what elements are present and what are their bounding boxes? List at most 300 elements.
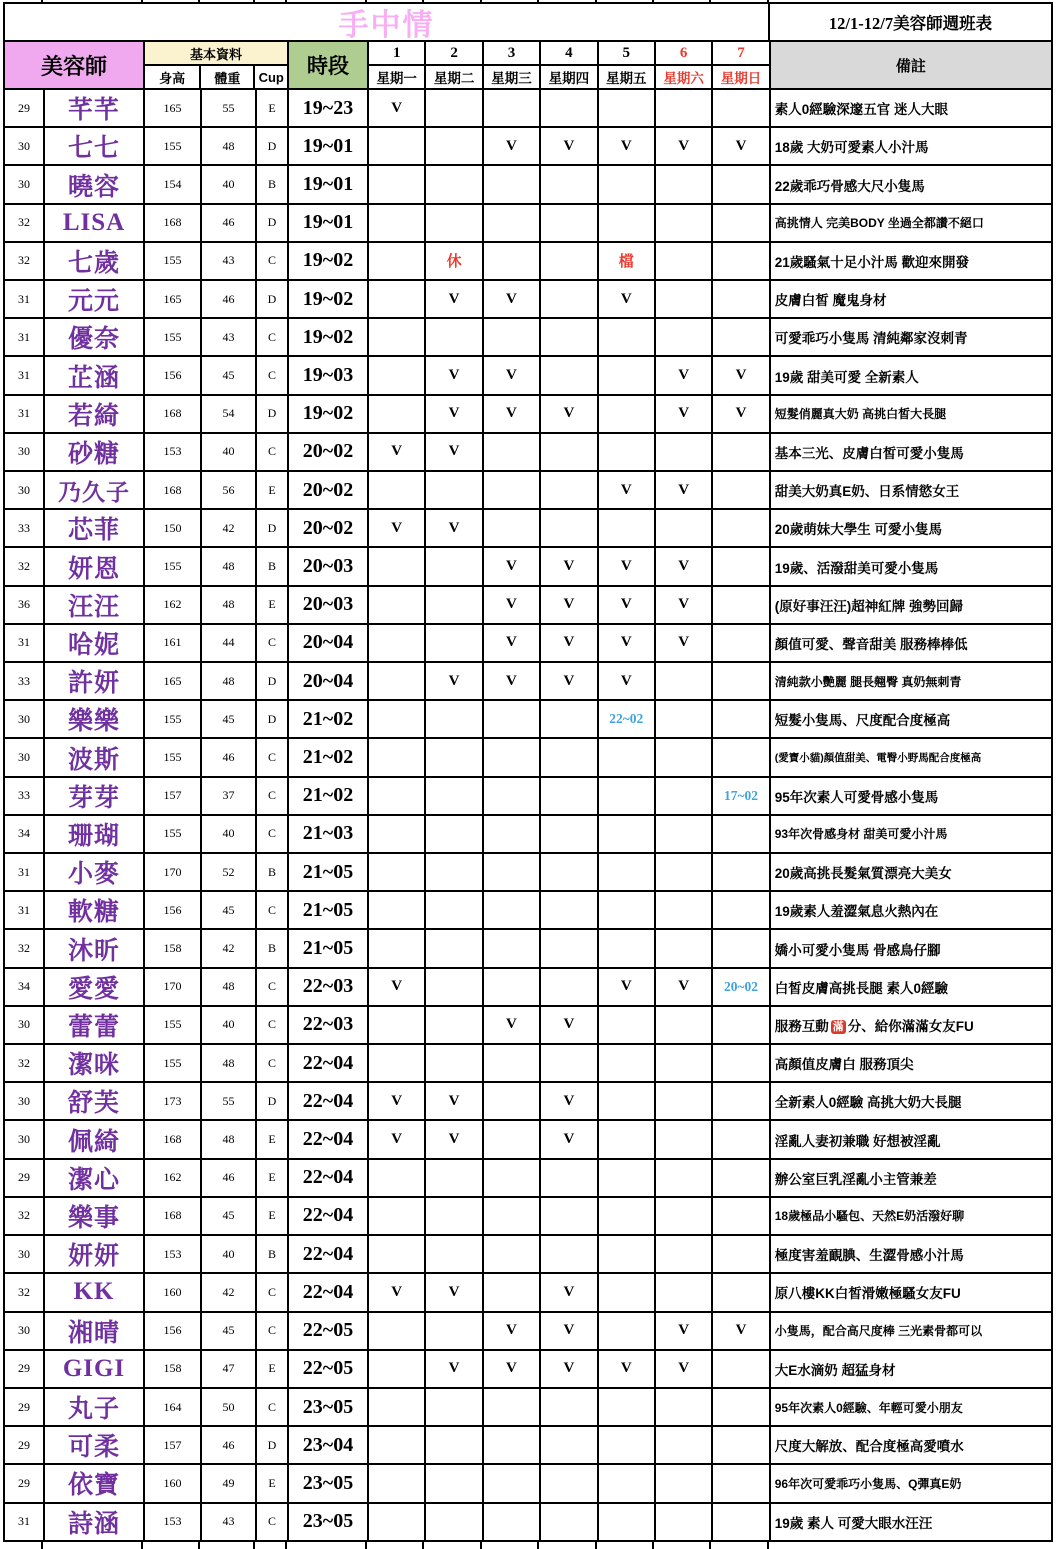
day-cell bbox=[713, 1389, 770, 1425]
table-row bbox=[5, 816, 1051, 854]
height-cell: 161 bbox=[145, 625, 202, 661]
table-row bbox=[5, 892, 1051, 930]
availability-v-mark: V bbox=[620, 1360, 632, 1377]
time-slot-cell: 22~04 bbox=[289, 1160, 369, 1196]
remark-cell bbox=[771, 90, 1051, 126]
day-cell bbox=[369, 1160, 426, 1196]
availability-v-mark: V bbox=[448, 1131, 460, 1148]
availability-v-mark: V bbox=[506, 1322, 517, 1339]
day-cell bbox=[599, 90, 656, 126]
remark-text: (愛寶小貓)顏值甜美、電臀小野馬配合度極高 bbox=[774, 752, 982, 765]
remark-text: 全新素人0經驗 高挑大奶大長腿 bbox=[774, 1095, 962, 1111]
header-remarks: 備註 bbox=[771, 42, 1051, 88]
height-cell: 153 bbox=[145, 434, 202, 470]
day-cell bbox=[369, 396, 426, 432]
day-cell bbox=[656, 1274, 713, 1310]
table-row bbox=[5, 1083, 1051, 1121]
day-cell bbox=[426, 1121, 483, 1157]
day-cell bbox=[426, 510, 483, 546]
day-cell bbox=[599, 816, 656, 852]
day-cell bbox=[599, 243, 656, 279]
remark-text: 嬌小可愛小隻馬 骨感鳥仔腳 bbox=[774, 942, 941, 958]
remark-cell bbox=[771, 930, 1051, 966]
day-cell bbox=[369, 701, 426, 737]
weight-cell: 46 bbox=[202, 281, 257, 317]
day-cell bbox=[713, 587, 770, 623]
age-cell: 32 bbox=[5, 243, 45, 279]
availability-v-mark: V bbox=[563, 405, 575, 422]
availability-v-mark: V bbox=[506, 137, 517, 154]
day-number: 5 bbox=[599, 42, 654, 66]
availability-v-mark: V bbox=[735, 1322, 747, 1339]
cup-cell: E bbox=[257, 472, 289, 508]
table-row bbox=[5, 205, 1051, 243]
height-cell: 170 bbox=[145, 854, 202, 890]
availability-v-mark: V bbox=[391, 1131, 403, 1148]
day-number: 6 bbox=[656, 42, 711, 66]
day-cell bbox=[426, 1313, 483, 1349]
height-cell: 150 bbox=[145, 510, 202, 546]
day-cell bbox=[484, 892, 541, 928]
day-cell bbox=[426, 434, 483, 470]
table-row bbox=[5, 1427, 1051, 1465]
remark-text: 服務互動 滿 分、給你滿滿女友FU bbox=[774, 1018, 974, 1034]
age-cell: 30 bbox=[5, 1236, 45, 1272]
day-cell bbox=[426, 663, 483, 699]
day-cell bbox=[713, 357, 770, 393]
cup-cell: D bbox=[257, 1427, 289, 1463]
grid-line-stub bbox=[3, 1542, 43, 1549]
day-cell bbox=[369, 1351, 426, 1387]
header-day-6 bbox=[656, 42, 713, 88]
day-cell bbox=[599, 128, 656, 164]
header-height: 身高 bbox=[145, 66, 201, 88]
day-cell bbox=[656, 166, 713, 202]
cup-cell: B bbox=[257, 166, 289, 202]
weight-cell: 40 bbox=[202, 434, 257, 470]
day-cell bbox=[426, 90, 483, 126]
week-range-title: 12/1-12/7美容師週班表 bbox=[768, 4, 1051, 40]
day-cell bbox=[426, 472, 483, 508]
remark-cell bbox=[771, 319, 1051, 355]
table-row bbox=[5, 472, 1051, 510]
height-cell: 160 bbox=[145, 1465, 202, 1501]
header-day-2 bbox=[426, 42, 483, 88]
day-cell bbox=[713, 205, 770, 241]
off-day-mark: 檔 bbox=[618, 253, 634, 271]
day-cell bbox=[713, 1427, 770, 1463]
availability-v-mark: V bbox=[506, 672, 517, 689]
name-cell: 七歲 bbox=[45, 243, 145, 279]
time-slot-cell: 22~03 bbox=[289, 969, 369, 1005]
day-cell bbox=[484, 816, 541, 852]
day-cell bbox=[713, 1045, 770, 1081]
availability-v-mark: V bbox=[506, 367, 517, 384]
remark-text: 高顏值皮膚白 服務頂尖 bbox=[774, 1057, 914, 1073]
remark-text: 22歲乖巧骨感大尺小隻馬 bbox=[774, 178, 925, 194]
cup-cell: D bbox=[257, 1083, 289, 1119]
day-cell bbox=[713, 472, 770, 508]
age-cell: 31 bbox=[5, 319, 45, 355]
remark-cell bbox=[771, 663, 1051, 699]
remark-text: 小隻馬，配合高尺度棒 三光素骨都可以 bbox=[774, 1324, 983, 1339]
age-cell: 29 bbox=[5, 1389, 45, 1425]
day-cell bbox=[484, 166, 541, 202]
age-cell: 31 bbox=[5, 1504, 45, 1540]
cup-cell: C bbox=[257, 319, 289, 355]
remark-text: 95年次素人可愛骨感小隻馬 bbox=[774, 789, 939, 805]
age-cell: 30 bbox=[5, 1007, 45, 1043]
time-slot-cell: 22~04 bbox=[289, 1083, 369, 1119]
table-row bbox=[5, 548, 1051, 586]
day-cell bbox=[541, 1465, 598, 1501]
age-cell: 30 bbox=[5, 128, 45, 164]
day-cell bbox=[599, 357, 656, 393]
cup-cell: D bbox=[257, 510, 289, 546]
remark-cell bbox=[771, 1007, 1051, 1043]
remark-text: 清純款小艷麗 腿長翹臀 真奶無刺青 bbox=[774, 674, 962, 689]
cup-cell: C bbox=[257, 1389, 289, 1425]
availability-v-mark: V bbox=[620, 481, 632, 498]
day-cell bbox=[656, 396, 713, 432]
day-cell bbox=[541, 396, 598, 432]
weight-cell: 45 bbox=[202, 1313, 257, 1349]
day-cell bbox=[713, 739, 770, 775]
remark-cell bbox=[771, 1045, 1051, 1081]
table-row bbox=[5, 663, 1051, 701]
day-cell bbox=[656, 1427, 713, 1463]
availability-v-mark: V bbox=[448, 405, 460, 422]
day-cell bbox=[599, 930, 656, 966]
remark-cell bbox=[771, 357, 1051, 393]
day-cell bbox=[541, 854, 598, 890]
day-cell bbox=[484, 1274, 541, 1310]
height-cell: 158 bbox=[145, 1351, 202, 1387]
name-cell: 汪汪 bbox=[45, 587, 145, 623]
remark-text: 19歲、活潑甜美可愛小隻馬 bbox=[774, 560, 939, 576]
age-cell: 32 bbox=[5, 205, 45, 241]
day-cell bbox=[713, 319, 770, 355]
name-cell: 潔心 bbox=[45, 1160, 145, 1196]
day-cell bbox=[426, 739, 483, 775]
day-cell bbox=[426, 1045, 483, 1081]
time-slot-cell: 23~05 bbox=[289, 1465, 369, 1501]
availability-v-mark: V bbox=[506, 405, 517, 422]
name-cell: 妍妍 bbox=[45, 1236, 145, 1272]
availability-v-mark: V bbox=[678, 1360, 690, 1377]
day-cell bbox=[599, 1045, 656, 1081]
day-cell bbox=[541, 128, 598, 164]
remark-cell bbox=[771, 205, 1051, 241]
remark-cell bbox=[771, 1351, 1051, 1387]
availability-v-mark: V bbox=[448, 672, 460, 689]
age-cell: 30 bbox=[5, 1313, 45, 1349]
day-cell bbox=[656, 663, 713, 699]
day-cell bbox=[599, 396, 656, 432]
name-cell: 佩綺 bbox=[45, 1121, 145, 1157]
day-cell bbox=[369, 1313, 426, 1349]
day-cell bbox=[426, 816, 483, 852]
day-label: 星期六 bbox=[663, 71, 704, 86]
name-cell: 湘晴 bbox=[45, 1313, 145, 1349]
day-cell bbox=[541, 1007, 598, 1043]
cup-cell: C bbox=[257, 778, 289, 814]
table-row bbox=[5, 1236, 1051, 1274]
remark-text: 20歲高挑長髮氣質漂亮大美女 bbox=[774, 866, 952, 882]
day-cell bbox=[541, 1274, 598, 1310]
cup-cell: D bbox=[257, 128, 289, 164]
height-cell: 170 bbox=[145, 969, 202, 1005]
day-cell bbox=[369, 969, 426, 1005]
day-cell bbox=[713, 1465, 770, 1501]
cup-cell: C bbox=[257, 1504, 289, 1540]
height-cell: 168 bbox=[145, 1198, 202, 1234]
day-cell bbox=[484, 1236, 541, 1272]
day-cell bbox=[599, 1007, 656, 1043]
cup-cell: B bbox=[257, 854, 289, 890]
day-cell bbox=[541, 243, 598, 279]
cup-cell: E bbox=[257, 1465, 289, 1501]
remark-cell bbox=[771, 778, 1051, 814]
time-slot-cell: 19~01 bbox=[289, 205, 369, 241]
cup-cell: C bbox=[257, 739, 289, 775]
day-cell bbox=[541, 816, 598, 852]
table-row bbox=[5, 166, 1051, 204]
day-cell bbox=[426, 1351, 483, 1387]
age-cell: 29 bbox=[5, 1465, 45, 1501]
weight-cell: 48 bbox=[202, 548, 257, 584]
height-cell: 173 bbox=[145, 1083, 202, 1119]
availability-v-mark: V bbox=[620, 596, 632, 613]
day-cell bbox=[599, 739, 656, 775]
grid-line-stub bbox=[711, 1542, 768, 1549]
day-cell bbox=[426, 166, 483, 202]
age-cell: 31 bbox=[5, 357, 45, 393]
day-cell bbox=[599, 1083, 656, 1119]
time-slot-cell: 21~02 bbox=[289, 701, 369, 737]
time-slot-cell: 21~02 bbox=[289, 739, 369, 775]
header-basic-info-group bbox=[145, 42, 289, 88]
age-cell: 30 bbox=[5, 1121, 45, 1157]
remark-cell bbox=[771, 1198, 1051, 1234]
day-cell bbox=[369, 357, 426, 393]
day-cell bbox=[369, 930, 426, 966]
name-cell: 小麥 bbox=[45, 854, 145, 890]
availability-v-mark: V bbox=[735, 405, 747, 422]
time-slot-cell: 22~05 bbox=[289, 1351, 369, 1387]
grid-line-stub bbox=[482, 1542, 539, 1549]
day-cell bbox=[484, 1504, 541, 1540]
day-cell bbox=[484, 587, 541, 623]
day-cell bbox=[541, 1504, 598, 1540]
time-slot-cell: 20~04 bbox=[289, 625, 369, 661]
day-cell bbox=[426, 969, 483, 1005]
grid-line-stub bbox=[200, 1542, 255, 1549]
header-day-7 bbox=[713, 42, 770, 88]
day-cell bbox=[656, 510, 713, 546]
weight-cell: 55 bbox=[202, 90, 257, 126]
availability-v-mark: V bbox=[620, 558, 632, 575]
remark-text: 素人0經驗深邃五官 迷人大眼 bbox=[774, 102, 948, 118]
day-cell bbox=[484, 854, 541, 890]
weight-cell: 46 bbox=[202, 205, 257, 241]
grid-line-stub bbox=[255, 1542, 287, 1549]
availability-v-mark: V bbox=[678, 137, 690, 154]
name-cell: 芽芽 bbox=[45, 778, 145, 814]
age-cell: 32 bbox=[5, 1274, 45, 1310]
availability-v-mark: V bbox=[678, 634, 690, 651]
cup-cell: C bbox=[257, 1007, 289, 1043]
table-row bbox=[5, 510, 1051, 548]
age-cell: 29 bbox=[5, 90, 45, 126]
day-cell bbox=[369, 625, 426, 661]
day-cell bbox=[426, 319, 483, 355]
time-slot-cell: 22~05 bbox=[289, 1313, 369, 1349]
time-slot-cell: 22~04 bbox=[289, 1236, 369, 1272]
time-slot-cell: 22~04 bbox=[289, 1198, 369, 1234]
time-slot-cell: 22~04 bbox=[289, 1274, 369, 1310]
weight-cell: 54 bbox=[202, 396, 257, 432]
time-slot-cell: 23~05 bbox=[289, 1389, 369, 1425]
height-cell: 156 bbox=[145, 357, 202, 393]
day-cell bbox=[541, 90, 598, 126]
remark-cell bbox=[771, 816, 1051, 852]
day-cell bbox=[369, 319, 426, 355]
header-basic-sub bbox=[145, 66, 287, 88]
day-cell bbox=[541, 1236, 598, 1272]
name-cell: 妍恩 bbox=[45, 548, 145, 584]
table-row bbox=[5, 625, 1051, 663]
weight-cell: 45 bbox=[202, 1198, 257, 1234]
remark-text: 基本三光、皮膚白皙可愛小隻馬 bbox=[774, 445, 964, 461]
day-cell bbox=[713, 1236, 770, 1272]
availability-v-mark: V bbox=[563, 1016, 575, 1033]
day-cell bbox=[369, 816, 426, 852]
day-cell bbox=[484, 1045, 541, 1081]
day-cell bbox=[599, 319, 656, 355]
header-day-4 bbox=[541, 42, 598, 88]
height-cell: 156 bbox=[145, 892, 202, 928]
remark-cell bbox=[771, 892, 1051, 928]
header-basic-info: 基本資料 bbox=[145, 42, 287, 66]
header-cup: Cup bbox=[258, 69, 284, 85]
table-row bbox=[5, 1045, 1051, 1083]
day-cell bbox=[713, 128, 770, 164]
height-cell: 155 bbox=[145, 243, 202, 279]
weight-cell: 46 bbox=[202, 1427, 257, 1463]
full-mark-badge-icon: 滿 bbox=[832, 1020, 844, 1033]
name-cell: 依寶 bbox=[45, 1465, 145, 1501]
availability-v-mark: V bbox=[506, 634, 517, 651]
day-cell bbox=[599, 548, 656, 584]
table-row bbox=[5, 357, 1051, 395]
title-row bbox=[5, 4, 1051, 42]
day-cell bbox=[426, 1427, 483, 1463]
day-cell bbox=[426, 892, 483, 928]
name-cell: 樂事 bbox=[45, 1198, 145, 1234]
table-row bbox=[5, 1160, 1051, 1198]
day-cell bbox=[713, 281, 770, 317]
availability-v-mark: V bbox=[448, 1360, 460, 1377]
time-slot-cell: 20~02 bbox=[289, 510, 369, 546]
remark-cell bbox=[771, 1083, 1051, 1119]
availability-v-mark: V bbox=[506, 1016, 517, 1033]
day-cell bbox=[426, 1465, 483, 1501]
remark-text: 白皙皮膚高挑長腿 素人0經驗 bbox=[774, 980, 948, 996]
age-cell: 33 bbox=[5, 663, 45, 699]
height-cell: 155 bbox=[145, 816, 202, 852]
day-cell bbox=[656, 1160, 713, 1196]
remark-text: 95年次素人0經驗、年輕可愛小朋友 bbox=[774, 1400, 963, 1415]
height-cell: 153 bbox=[145, 1236, 202, 1272]
cup-cell: E bbox=[257, 1121, 289, 1157]
availability-v-mark: V bbox=[563, 1283, 575, 1300]
time-slot-cell: 19~23 bbox=[289, 90, 369, 126]
availability-v-mark: V bbox=[391, 978, 403, 995]
weight-cell: 40 bbox=[202, 166, 257, 202]
availability-v-mark: V bbox=[620, 672, 632, 689]
day-cell bbox=[656, 969, 713, 1005]
day-cell bbox=[541, 1427, 598, 1463]
header-day-1 bbox=[369, 42, 426, 88]
day-cell bbox=[656, 701, 713, 737]
weight-cell: 42 bbox=[202, 510, 257, 546]
day-cell bbox=[369, 739, 426, 775]
day-cell bbox=[369, 1007, 426, 1043]
day-cell bbox=[656, 90, 713, 126]
cup-cell: C bbox=[257, 625, 289, 661]
age-cell: 34 bbox=[5, 816, 45, 852]
availability-v-mark: V bbox=[391, 99, 403, 116]
time-slot-cell: 20~02 bbox=[289, 434, 369, 470]
weight-cell: 45 bbox=[202, 892, 257, 928]
column-header-row bbox=[5, 42, 1051, 90]
day-cell bbox=[484, 1160, 541, 1196]
availability-v-mark: V bbox=[391, 1092, 403, 1109]
day-cell bbox=[484, 396, 541, 432]
name-cell: 七七 bbox=[45, 128, 145, 164]
grid-line-stub bbox=[424, 1542, 481, 1549]
day-cell bbox=[599, 663, 656, 699]
height-cell: 162 bbox=[145, 587, 202, 623]
table-row bbox=[5, 1389, 1051, 1427]
cup-cell: C bbox=[257, 816, 289, 852]
day-cell bbox=[656, 434, 713, 470]
day-cell bbox=[426, 930, 483, 966]
table-body bbox=[5, 90, 1051, 1542]
age-cell: 33 bbox=[5, 778, 45, 814]
height-cell: 154 bbox=[145, 166, 202, 202]
name-cell: 丸子 bbox=[45, 1389, 145, 1425]
remark-cell bbox=[771, 1160, 1051, 1196]
height-cell: 168 bbox=[145, 472, 202, 508]
time-slot-cell: 22~04 bbox=[289, 1045, 369, 1081]
height-cell: 162 bbox=[145, 1160, 202, 1196]
age-cell: 31 bbox=[5, 854, 45, 890]
day-cell bbox=[484, 128, 541, 164]
day-cell bbox=[426, 548, 483, 584]
name-cell: 優奈 bbox=[45, 319, 145, 355]
availability-v-mark: V bbox=[563, 1360, 575, 1377]
name-cell: 波斯 bbox=[45, 739, 145, 775]
name-cell: 許妍 bbox=[45, 663, 145, 699]
day-cell bbox=[369, 854, 426, 890]
cup-cell: E bbox=[257, 1351, 289, 1387]
weight-cell: 50 bbox=[202, 1389, 257, 1425]
day-cell bbox=[541, 1313, 598, 1349]
day-cell bbox=[426, 625, 483, 661]
age-cell: 34 bbox=[5, 969, 45, 1005]
